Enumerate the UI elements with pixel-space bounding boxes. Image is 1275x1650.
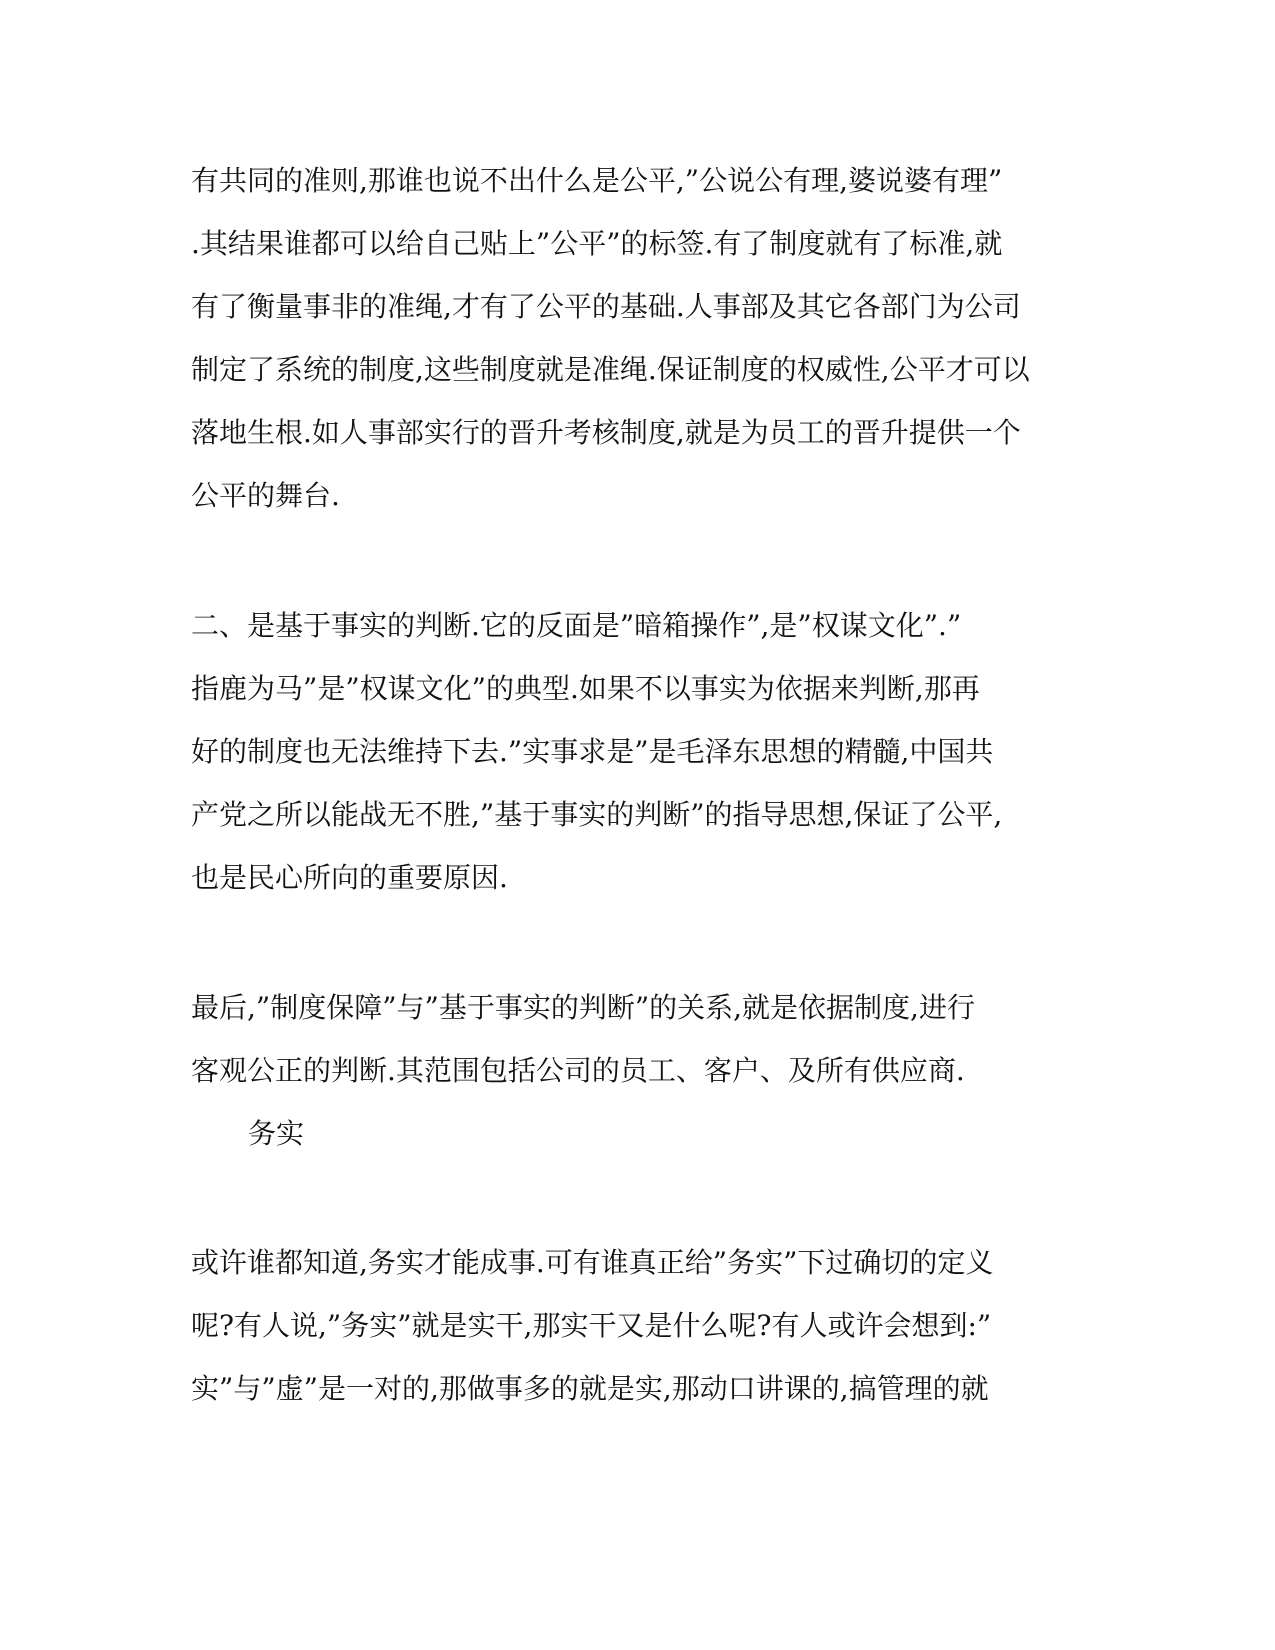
paragraph-1-line-3: 有了衡量事非的准绳,才有了公平的基础.人事部及其它各部门为公司 [191,290,1021,323]
paragraph-1-line-5: 落地生根.如人事部实行的晋升考核制度,就是为员工的晋升提供一个 [191,416,1021,449]
paragraph-2-line-5: 也是民心所向的重要原因. [191,861,508,894]
paragraph-2-line-3: 好的制度也无法维持下去.”实事求是”是毛泽东思想的精髓,中国共 [191,735,994,768]
paragraph-4-line-2: 呢?有人说,”务实”就是实干,那实干又是什么呢?有人或许会想到:” [191,1309,992,1342]
paragraph-3-line-2: 客观公正的判断.其范围包括公司的员工、客户、及所有供应商. [191,1054,965,1087]
section-heading: 务实 [248,1117,305,1150]
paragraph-3-line-1: 最后,”制度保障”与”基于事实的判断”的关系,就是依据制度,进行 [191,991,975,1024]
paragraph-2-line-2: 指鹿为马”是”权谋文化”的典型.如果不以事实为依据来判断,那再 [191,672,980,705]
paragraph-2-line-4: 产党之所以能战无不胜,”基于事实的判断”的指导思想,保证了公平, [191,798,1003,831]
paragraph-1-line-1: 有共同的准则,那谁也说不出什么是公平,”公说公有理,婆说婆有理” [191,164,1003,197]
paragraph-1-line-4: 制定了系统的制度,这些制度就是准绳.保证制度的权威性,公平才可以 [191,353,1030,386]
paragraph-2-line-1: 二、是基于事实的判断.它的反面是”暗箱操作”,是”权谋文化”.” [191,609,962,642]
paragraph-4-line-1: 或许谁都知道,务实才能成事.可有谁真正给”务实”下过确切的定义 [191,1246,994,1279]
paragraph-1-line-6: 公平的舞台. [191,479,340,512]
paragraph-1-line-2: .其结果谁都可以给自己贴上”公平”的标签.有了制度就有了标准,就 [191,227,1003,260]
paragraph-4-line-3: 实”与”虚”是一对的,那做事多的就是实,那动口讲课的,搞管理的就 [191,1372,989,1405]
